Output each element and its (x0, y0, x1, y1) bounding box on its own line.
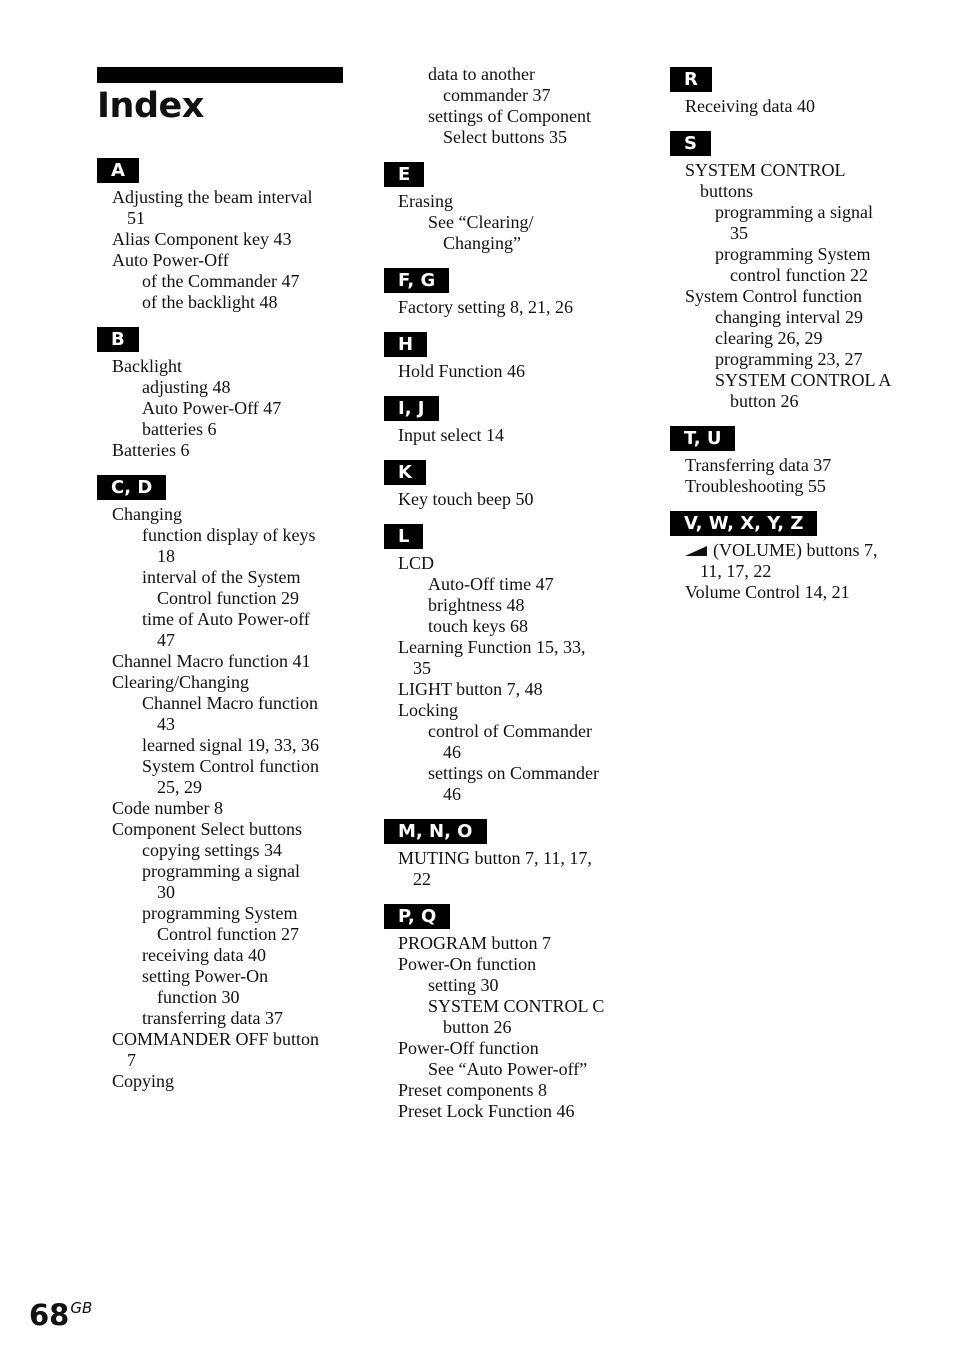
index-subentry (384, 574, 644, 595)
entry-text: 22 (413, 869, 431, 889)
entry-text: of the backlight 48 (142, 292, 278, 312)
entry-text: Clearing/Changing (112, 672, 249, 692)
entry-text: buttons (700, 181, 754, 201)
index-subentry (97, 271, 357, 292)
index-entry-continuation (384, 742, 644, 763)
index-entry (97, 187, 357, 208)
index-entry (97, 1029, 357, 1050)
entry-text: adjusting 48 (142, 377, 231, 397)
index-subentry (670, 244, 930, 265)
index-entry-continuation (384, 85, 644, 106)
index-entry (384, 489, 644, 510)
index-entry-continuation (384, 1017, 644, 1038)
index-entry-continuation (97, 630, 357, 651)
index-subentry (384, 212, 644, 233)
entry-text: button 26 (443, 1017, 512, 1037)
entry-text: learned signal 19, 33, 36 (142, 735, 319, 755)
entry-text: Control function 27 (157, 924, 299, 944)
entry-text: 35 (730, 223, 748, 243)
index-entry (384, 361, 644, 382)
entry-text: 11, 17, 22 (700, 561, 772, 581)
entry-text: 18 (157, 546, 175, 566)
index-entry (670, 96, 930, 117)
section-letter-heading: V, W, X, Y, Z (670, 511, 817, 536)
index-section (384, 396, 644, 446)
index-section (97, 475, 357, 1092)
index-section (670, 511, 930, 603)
index-subentry (97, 861, 357, 882)
entry-text: receiving data 40 (142, 945, 266, 965)
entry-text: Erasing (398, 191, 453, 211)
entry-text: Auto-Off time 47 (428, 574, 554, 594)
index-entry (384, 848, 644, 869)
index-subentry (670, 307, 930, 328)
index-subentry (97, 693, 357, 714)
index-section (384, 332, 644, 382)
entry-text: Input select 14 (398, 425, 504, 445)
entry-text: 43 (157, 714, 175, 734)
entry-text: Preset Lock Function 46 (398, 1101, 575, 1121)
index-entry (97, 651, 357, 672)
entry-text: 35 (413, 658, 431, 678)
index-entry (670, 540, 930, 561)
index-subentry (97, 945, 357, 966)
entry-text: function 30 (157, 987, 240, 1007)
page-number-suffix: GB (70, 1299, 93, 1317)
entry-text: SYSTEM CONTROL C (428, 996, 605, 1016)
index-entry (384, 679, 644, 700)
entry-text: Code number 8 (112, 798, 223, 818)
entry-text: Power-On function (398, 954, 537, 974)
index-subentry (97, 1008, 357, 1029)
section-letter-heading: M, N, O (384, 819, 487, 844)
index-entry (384, 297, 644, 318)
index-subentry (97, 735, 357, 756)
section-letter-heading: K (384, 460, 426, 485)
entry-text: Hold Function 46 (398, 361, 526, 381)
entry-text: Volume Control 14, 21 (685, 582, 850, 602)
index-entry (384, 191, 644, 212)
entry-text: Backlight (112, 356, 182, 376)
index-entry-continuation (97, 546, 357, 567)
index-entry-continuation (97, 208, 357, 229)
section-letter-heading: B (97, 327, 139, 352)
index-entry (670, 582, 930, 603)
entry-text: Channel Macro function 41 (112, 651, 311, 671)
index-entry (97, 440, 357, 461)
entry-text: MUTING button 7, 11, 17, (398, 848, 592, 868)
entry-text: setting 30 (428, 975, 499, 995)
index-entry (97, 798, 357, 819)
section-letter-heading: I, J (384, 396, 439, 421)
entry-text: Power-Off function (398, 1038, 539, 1058)
entry-text: LIGHT button 7, 48 (398, 679, 543, 699)
entry-text: interval of the System (142, 567, 301, 587)
index-section (670, 131, 930, 412)
entry-text: Receiving data 40 (685, 96, 815, 116)
entry-text: clearing 26, 29 (715, 328, 823, 348)
entry-text: LCD (398, 553, 434, 573)
index-subentry (384, 975, 644, 996)
section-letter-heading: C, D (97, 475, 166, 500)
section-letter-heading: L (384, 524, 423, 549)
index-entry (97, 356, 357, 377)
index-subentry (97, 840, 357, 861)
entry-text: Select buttons 35 (443, 127, 567, 147)
index-entry-continuation (384, 233, 644, 254)
index-section (384, 524, 644, 805)
entry-text: settings of Component (428, 106, 591, 126)
entry-text: Control function 29 (157, 588, 299, 608)
entry-text: PROGRAM button 7 (398, 933, 552, 953)
volume-wedge-icon (685, 546, 707, 556)
index-section (97, 327, 357, 461)
entry-text: Copying (112, 1071, 175, 1091)
index-entry-continuation (384, 127, 644, 148)
entry-text: System Control function (685, 286, 862, 306)
index-entry (384, 1038, 644, 1059)
page-number (29, 1290, 92, 1333)
index-section (670, 426, 930, 497)
index-entry-continuation (97, 714, 357, 735)
entry-text: programming a signal (142, 861, 300, 881)
index-subentry (97, 419, 357, 440)
entry-text: Channel Macro function (142, 693, 318, 713)
section-letter-heading: F, G (384, 268, 449, 293)
index-subentry (670, 370, 930, 391)
index-subentry (97, 292, 357, 313)
index-subentry (97, 398, 357, 419)
entry-text: Changing” (443, 233, 521, 253)
index-entry (384, 933, 644, 954)
index-section (384, 64, 644, 148)
index-entry (670, 455, 930, 476)
entry-text: brightness 48 (428, 595, 525, 615)
index-entry (97, 1071, 357, 1092)
index-entry (670, 476, 930, 497)
index-subentry (670, 328, 930, 349)
index-subentry (384, 1059, 644, 1080)
index-subentry (97, 567, 357, 588)
entry-text: Troubleshooting 55 (685, 476, 826, 496)
entry-text: commander 37 (443, 85, 551, 105)
entry-text: function display of keys (142, 525, 316, 545)
entry-text: 51 (127, 208, 145, 228)
entry-text: Transferring data 37 (685, 455, 832, 475)
index-column-1 (97, 158, 357, 1106)
index-section (670, 67, 930, 117)
entry-text: Alias Component key 43 (112, 229, 292, 249)
section-letter-heading: R (670, 67, 712, 92)
section-letter-heading: S (670, 131, 711, 156)
page-number-value: 68 (29, 1298, 70, 1332)
entry-text: transferring data 37 (142, 1008, 283, 1028)
entry-text: time of Auto Power-off (142, 609, 310, 629)
index-subentry (384, 616, 644, 637)
index-subentry (384, 763, 644, 784)
index-column-2 (384, 64, 644, 1136)
index-entry-continuation (670, 181, 930, 202)
entry-text: System Control function (142, 756, 319, 776)
index-subentry (97, 377, 357, 398)
entry-text: Auto Power-Off (112, 250, 229, 270)
entry-text: Batteries 6 (112, 440, 190, 460)
section-letter-heading: H (384, 332, 427, 357)
index-entry (384, 954, 644, 975)
entry-text: Factory setting 8, 21, 26 (398, 297, 573, 317)
index-entry-continuation (97, 924, 357, 945)
entry-text: batteries 6 (142, 419, 217, 439)
entry-text: programming a signal (715, 202, 873, 222)
index-subentry (97, 609, 357, 630)
entry-text: button 26 (730, 391, 799, 411)
index-subentry (670, 202, 930, 223)
entry-text: Changing (112, 504, 182, 524)
index-entry (97, 819, 357, 840)
entry-text: control function 22 (730, 265, 868, 285)
index-column-3 (670, 67, 930, 617)
section-letter-heading: E (384, 162, 424, 187)
index-subentry (384, 721, 644, 742)
entry-text: settings on Commander (428, 763, 599, 783)
index-entry-continuation (97, 777, 357, 798)
entry-text: copying settings 34 (142, 840, 282, 860)
entry-text: (VOLUME) buttons 7, (713, 540, 878, 560)
index-entry (384, 425, 644, 446)
index-entry-continuation (97, 588, 357, 609)
entry-text: 46 (443, 784, 461, 804)
entry-text: 47 (157, 630, 175, 650)
entry-text: Locking (398, 700, 458, 720)
index-section (384, 460, 644, 510)
index-section (384, 904, 644, 1122)
index-entry-continuation (670, 223, 930, 244)
entry-text: of the Commander 47 (142, 271, 300, 291)
index-entry-continuation (97, 1050, 357, 1071)
index-entry-continuation (384, 658, 644, 679)
index-entry-continuation (670, 561, 930, 582)
index-subentry (97, 756, 357, 777)
index-subentry (384, 595, 644, 616)
index-entry (97, 672, 357, 693)
entry-text: Auto Power-Off 47 (142, 398, 282, 418)
entry-text: data to another (428, 64, 535, 84)
index-entry-continuation (384, 784, 644, 805)
page-title: Index (97, 86, 204, 126)
index-entry (384, 700, 644, 721)
index-section (384, 162, 644, 254)
index-section (384, 819, 644, 890)
entry-text: Component Select buttons (112, 819, 302, 839)
index-entry (384, 637, 644, 658)
entry-text: touch keys 68 (428, 616, 528, 636)
index-subentry (384, 106, 644, 127)
entry-text: changing interval 29 (715, 307, 863, 327)
index-entry-continuation (97, 987, 357, 1008)
index-entry-continuation (97, 882, 357, 903)
entry-text: control of Commander (428, 721, 592, 741)
entry-text: 7 (127, 1050, 136, 1070)
entry-text: Preset components 8 (398, 1080, 547, 1100)
index-subentry (384, 996, 644, 1017)
entry-text: SYSTEM CONTROL (685, 160, 846, 180)
index-entry (97, 229, 357, 250)
index-entry-continuation (384, 869, 644, 890)
entry-text: SYSTEM CONTROL A (715, 370, 892, 390)
section-letter-heading: P, Q (384, 904, 450, 929)
index-entry (97, 250, 357, 271)
index-entry (97, 504, 357, 525)
index-subentry (97, 525, 357, 546)
entry-text: 46 (443, 742, 461, 762)
entry-text: See “Auto Power-off” (428, 1059, 588, 1079)
entry-text: programming System (715, 244, 871, 264)
index-entry-continuation (670, 265, 930, 286)
index-entry (384, 1080, 644, 1101)
index-subentry (670, 349, 930, 370)
section-letter-heading: T, U (670, 426, 735, 451)
index-entry (384, 553, 644, 574)
entry-text: programming 23, 27 (715, 349, 863, 369)
index-subentry (384, 64, 644, 85)
index-section (97, 158, 357, 313)
entry-text: COMMANDER OFF button (112, 1029, 320, 1049)
index-entry (670, 286, 930, 307)
entry-text: programming System (142, 903, 298, 923)
entry-text: 25, 29 (157, 777, 202, 797)
entry-text: Key touch beep 50 (398, 489, 534, 509)
entry-text: Learning Function 15, 33, (398, 637, 586, 657)
entry-text: setting Power-On (142, 966, 269, 986)
section-letter-heading: A (97, 158, 139, 183)
entry-text: See “Clearing/ (428, 212, 534, 232)
index-subentry (97, 966, 357, 987)
index-entry (384, 1101, 644, 1122)
entry-text: 30 (157, 882, 175, 902)
index-subentry (97, 903, 357, 924)
entry-text: Adjusting the beam interval (112, 187, 313, 207)
index-entry (670, 160, 930, 181)
index-entry-continuation (670, 391, 930, 412)
title-rule (97, 67, 343, 83)
index-section (384, 268, 644, 318)
